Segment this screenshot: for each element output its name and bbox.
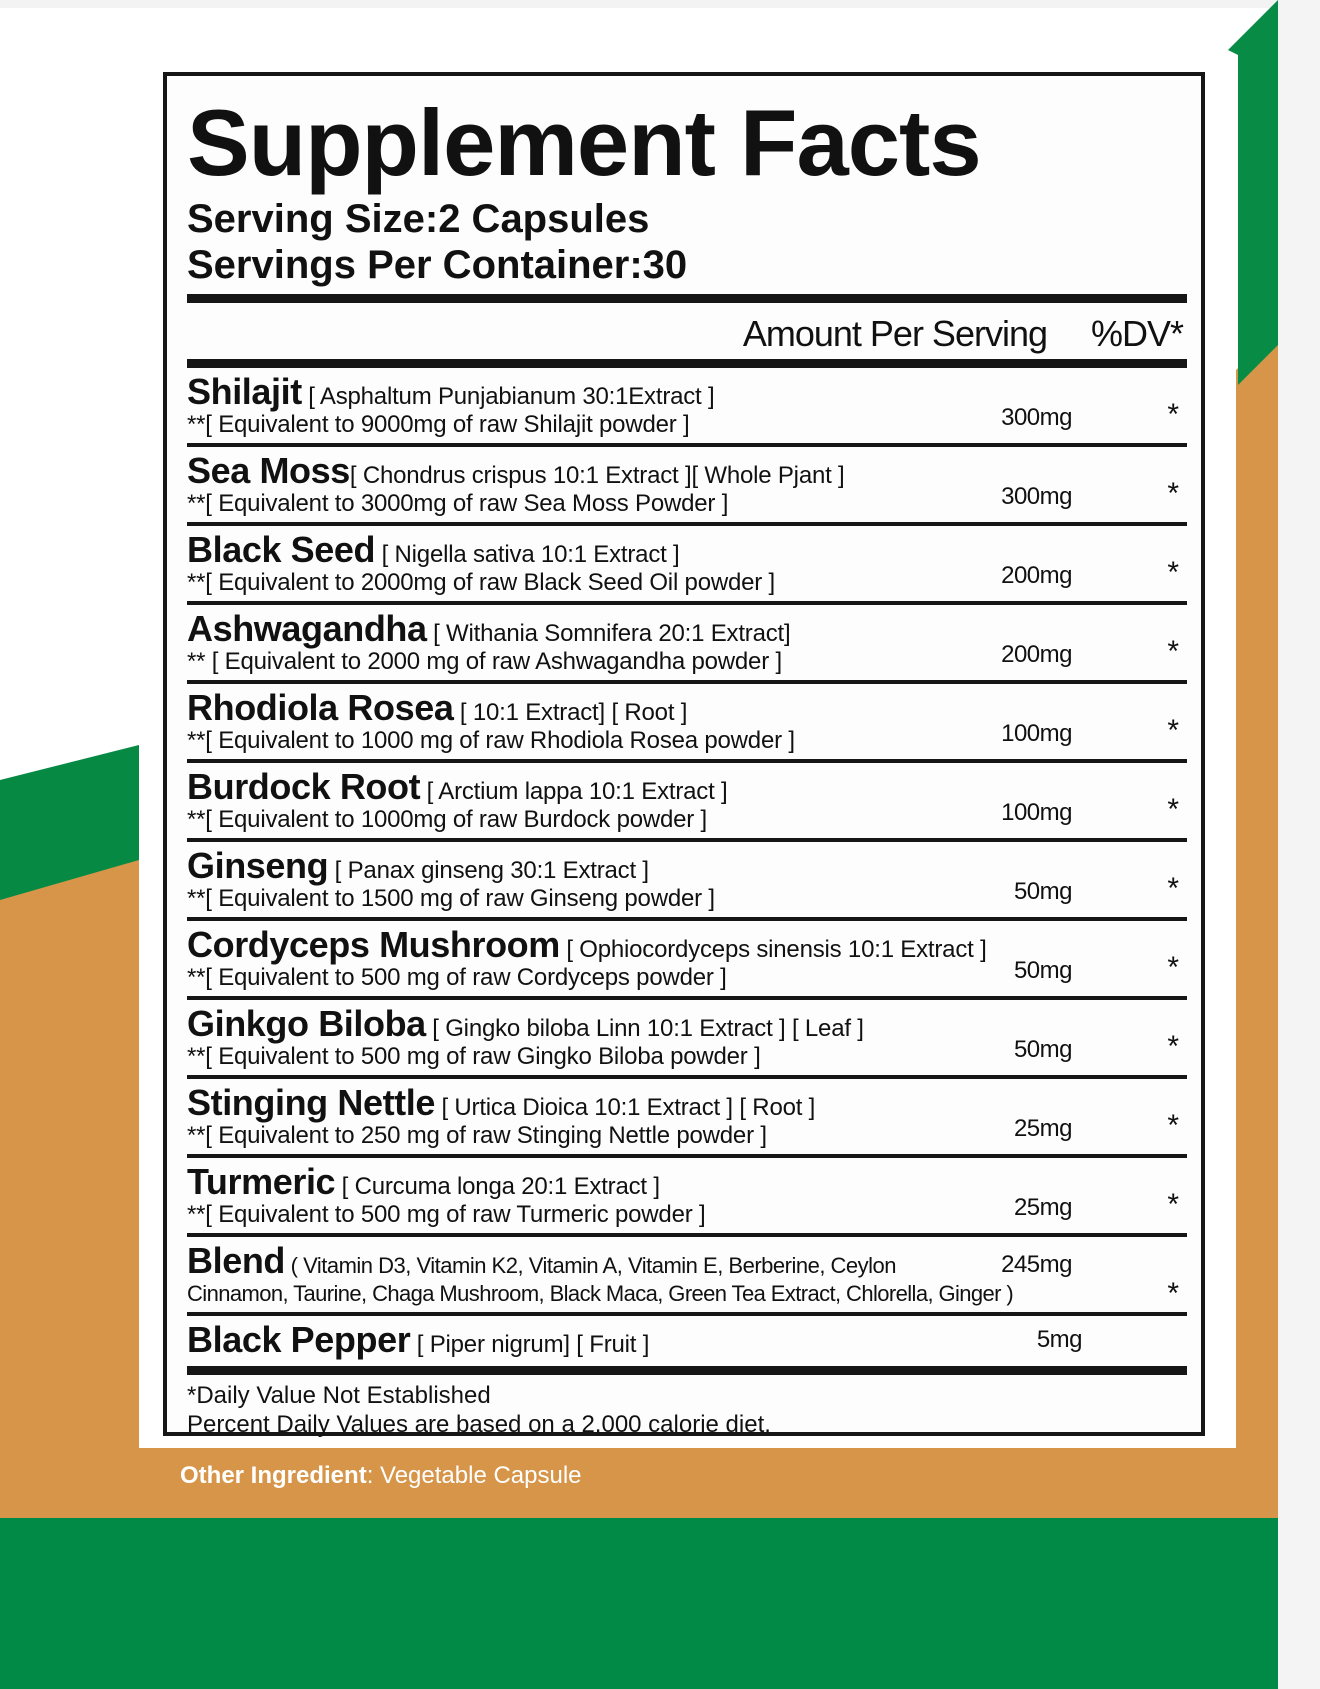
ingredient-amount: 50mg [1013, 957, 1072, 984]
ingredient-dv: * [1167, 714, 1179, 747]
blend-name: Blend [187, 1240, 286, 1281]
column-header [187, 303, 1187, 359]
ingredient-dv: * [1167, 1188, 1179, 1221]
black-pepper-name: Black Pepper [187, 1319, 411, 1360]
ingredient-equivalent: **[ Equivalent to 9000mg of raw Shilajit powder ] [187, 411, 690, 438]
ingredient-name: Sea Moss [187, 450, 350, 491]
ingredient-name: Rhodiola Rosea [187, 687, 454, 728]
supplement-facts-content [187, 76, 1187, 1439]
ingredient-dv: * [1167, 951, 1179, 984]
ingredient-extract: [ Asphaltum Punjabianum 30:1Extract ] [301, 383, 715, 410]
ingredient-row [187, 605, 1187, 684]
ingredient-equivalent: **[ Equivalent to 1000 mg of raw Rhodiola Rosea powder ] [187, 727, 795, 754]
footnote-daily-value: *Daily Value Not Established [187, 1382, 491, 1409]
ingredient-dv: * [1167, 635, 1179, 668]
ingredient-name: Shilajit [187, 371, 302, 412]
ingredient-amount: 100mg [1001, 799, 1072, 826]
black-pepper-amount: 5mg [1036, 1326, 1082, 1353]
header-daily-value: %DV* [1090, 313, 1183, 354]
ingredient-amount: 300mg [1001, 404, 1072, 431]
blend-dv: * [1167, 1277, 1179, 1310]
ingredient-amount: 200mg [1001, 562, 1072, 589]
ingredient-amount: 25mg [1013, 1115, 1072, 1142]
ingredient-name: Black Seed [187, 529, 376, 570]
black-pepper-row [187, 1316, 1187, 1366]
ingredient-amount: 50mg [1013, 878, 1072, 905]
ingredient-amount: 300mg [1001, 483, 1072, 510]
ingredient-amount: 200mg [1001, 641, 1072, 668]
ingredient-name: Ashwagandha [187, 608, 427, 649]
ingredient-row [187, 1158, 1187, 1237]
ingredient-extract: [ 10:1 Extract] [ Root ] [453, 699, 688, 726]
ingredient-extract: [ Urtica Dioica 10:1 Extract ] [ Root ] [435, 1094, 816, 1121]
ingredient-row [187, 763, 1187, 842]
ingredient-equivalent: **[ Equivalent to 500 mg of raw Gingko Biloba powder ] [187, 1043, 761, 1070]
ingredient-dv: * [1167, 793, 1179, 826]
ingredient-name: Turmeric [187, 1161, 336, 1202]
ingredient-equivalent: ** [ Equivalent to 2000 mg of raw Ashwagandha powder ] [187, 648, 782, 675]
serving-size: Serving Size:2 Capsules [187, 197, 650, 241]
ingredient-row [187, 526, 1187, 605]
ingredient-equivalent: **[ Equivalent to 500 mg of raw Cordyceps powder ] [187, 964, 727, 991]
ingredient-dv: * [1167, 477, 1179, 510]
ingredient-equivalent: **[ Equivalent to 1500 mg of raw Ginseng powder ] [187, 885, 715, 912]
ingredient-name: Ginkgo Biloba [187, 1003, 426, 1044]
blend-ingredients: ( Vitamin D3, Vitamin K2, Vitamin A, Vitamin E, Berberine, Ceylon [285, 1253, 897, 1278]
other-ingredient-value: : Vegetable Capsule [366, 1462, 582, 1489]
other-ingredient-label: Other Ingredient [180, 1462, 367, 1489]
ingredient-equivalent: **[ Equivalent to 1000mg of raw Burdock powder ] [187, 806, 708, 833]
black-pepper-extract: [ Piper nigrum] [ Fruit ] [410, 1331, 650, 1358]
ingredient-equivalent: **[ Equivalent to 3000mg of raw Sea Moss Powder ] [187, 490, 729, 517]
divider-thick [187, 1366, 1187, 1375]
ingredient-dv: * [1167, 872, 1179, 905]
ingredient-extract: [ Gingko biloba Linn 10:1 Extract ] [ Leaf ] [425, 1015, 864, 1042]
ingredient-name: Burdock Root [187, 766, 421, 807]
ingredient-dv: * [1167, 398, 1179, 431]
ingredient-list [187, 368, 1187, 1366]
ingredient-amount: 50mg [1013, 1036, 1072, 1063]
ingredient-dv: * [1167, 556, 1179, 589]
ingredient-amount: 100mg [1001, 720, 1072, 747]
ingredient-extract: [ Curcuma longa 20:1 Extract ] [335, 1173, 660, 1200]
background-edge [1278, 0, 1320, 1689]
ingredient-extract: [ Withania Somnifera 20:1 Extract] [426, 620, 791, 647]
ingredient-row [187, 368, 1187, 447]
ingredient-row [187, 921, 1187, 1000]
blend-amount: 245mg [1001, 1251, 1072, 1278]
ingredient-row [187, 447, 1187, 526]
ingredient-row [187, 842, 1187, 921]
ingredient-extract: [ Arctium lappa 10:1 Extract ] [420, 778, 728, 805]
ingredient-equivalent: **[ Equivalent to 250 mg of raw Stinging Nettle powder ] [187, 1122, 767, 1149]
ingredient-dv: * [1167, 1030, 1179, 1063]
ingredient-extract: [ Ophiocordyceps sinensis 10:1 Extract ] [559, 936, 987, 963]
label-title: Supplement Facts [187, 90, 981, 195]
ingredient-equivalent: **[ Equivalent to 500 mg of raw Turmeric powder ] [187, 1201, 706, 1228]
ingredient-dv: * [1167, 1109, 1179, 1142]
ingredient-name: Cordyceps Mushroom [187, 924, 560, 965]
ingredient-row [187, 1000, 1187, 1079]
divider-thick [187, 294, 1187, 303]
servings-per-container: Servings Per Container:30 [187, 243, 688, 287]
ingredient-equivalent: **[ Equivalent to 2000mg of raw Black Seed Oil powder ] [187, 569, 775, 596]
footnote [187, 1381, 1187, 1439]
ingredient-extract: [ Nigella sativa 10:1 Extract ] [375, 541, 680, 568]
blend-row [187, 1237, 1187, 1316]
ingredient-extract: [ Panax ginseng 30:1 Extract ] [328, 857, 649, 884]
ingredient-name: Stinging Nettle [187, 1082, 435, 1123]
divider-thick [187, 359, 1187, 368]
ingredient-extract: [ Chondrus crispus 10:1 Extract ][ Whole Pjant ] [349, 462, 845, 489]
footnote-calorie-diet: Percent Daily Values are based on a 2,000 calorie diet. [187, 1411, 771, 1438]
ingredient-row [187, 1079, 1187, 1158]
ingredient-amount: 25mg [1013, 1194, 1072, 1221]
header-amount-per-serving: Amount Per Serving [742, 313, 1047, 354]
ingredient-name: Ginseng [187, 845, 329, 886]
other-ingredient [180, 1462, 582, 1490]
supplement-facts-panel [163, 72, 1205, 1436]
ingredient-row [187, 684, 1187, 763]
blend-ingredients-continued: Cinnamon, Taurine, Chaga Mushroom, Black Maca, Green Tea Extract, Chlorella, Ginger ) [187, 1281, 1014, 1306]
background-green-bottom [0, 1518, 1278, 1689]
